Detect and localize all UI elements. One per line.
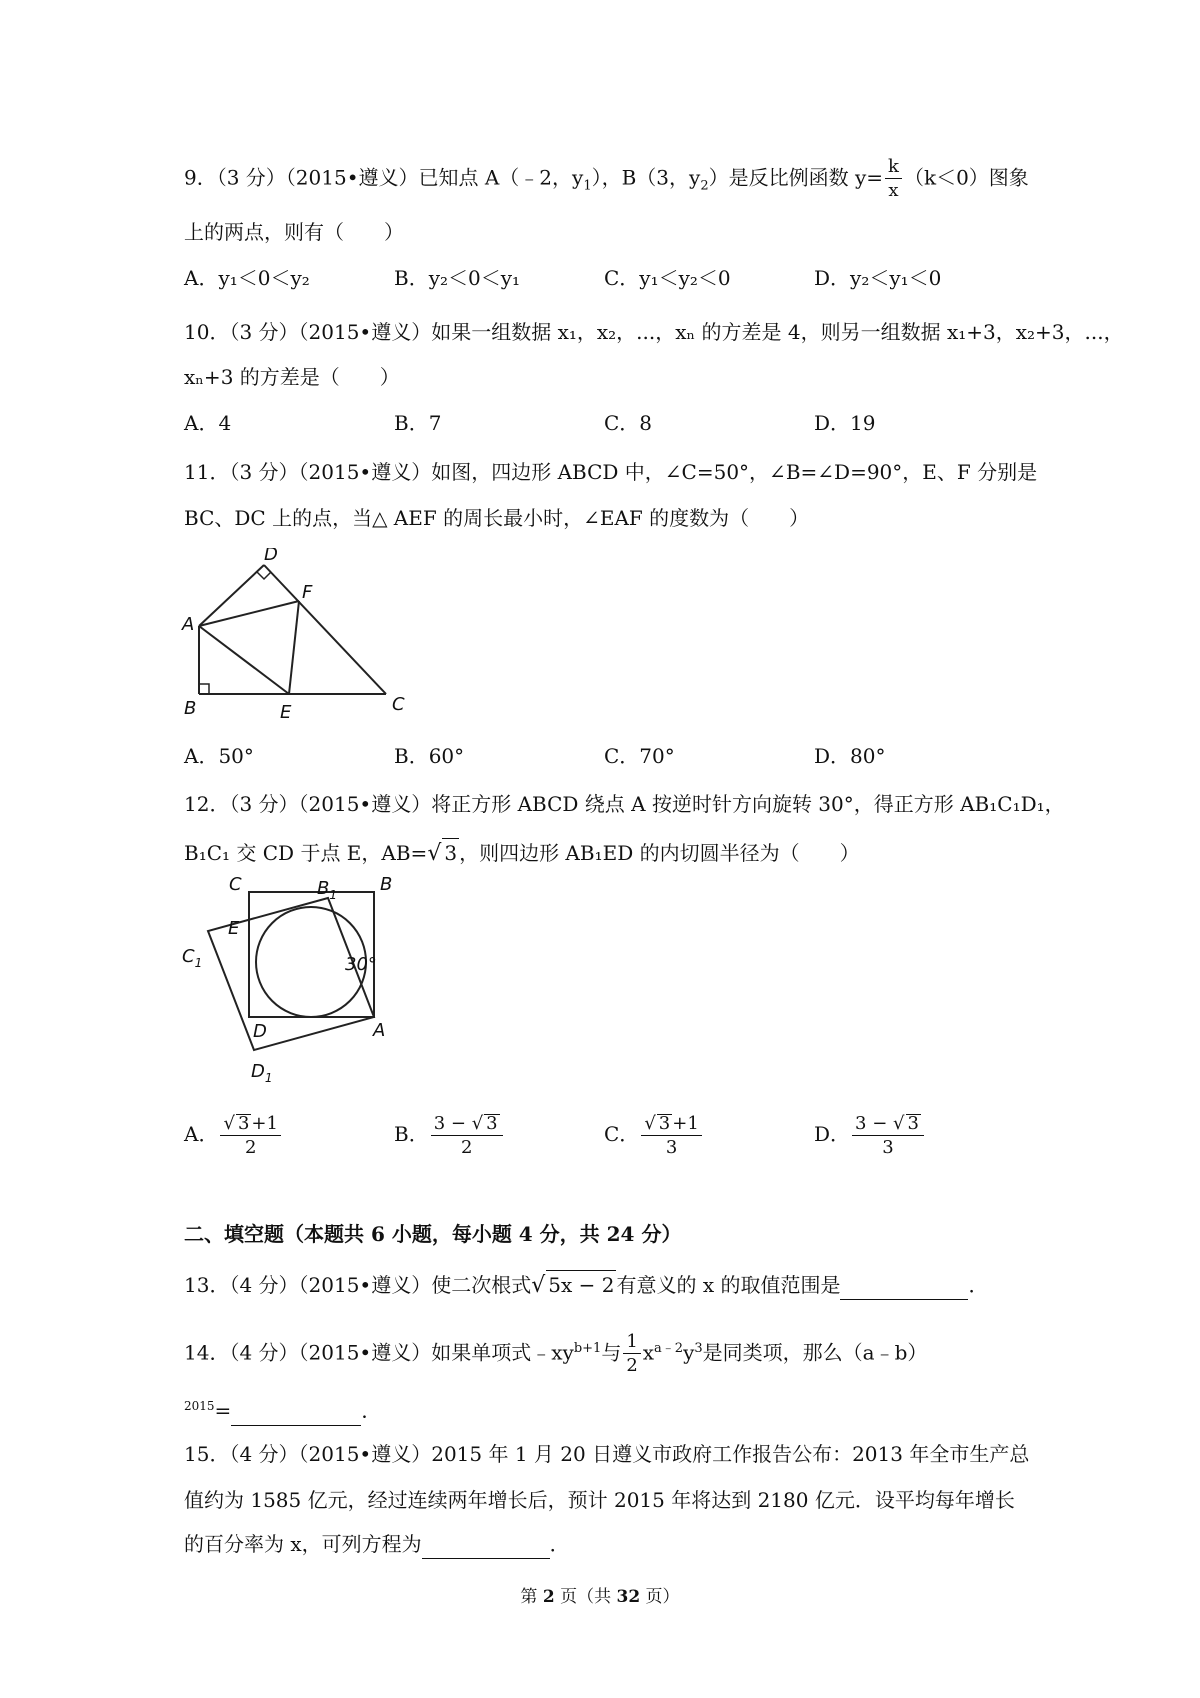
q11-label-e: E xyxy=(280,702,292,723)
footer-pre: 第 xyxy=(520,1587,543,1607)
q10-option-a[interactable]: A．4 xyxy=(184,411,232,435)
q9-option-d[interactable]: D．y₂＜y₁＜0 xyxy=(814,266,942,290)
q11-label-c: C xyxy=(392,694,405,715)
q9-text-d: （k＜0）图象 xyxy=(903,165,1029,190)
q12-line1: 12．（3 分）（2015•遵义）将正方形 ABCD 绕点 A 按逆时针方向旋转 30°，得正方形 AB₁C₁D₁， xyxy=(184,792,1065,816)
q14-sup3: 3 xyxy=(694,1340,703,1356)
q15-text-a: 的百分率为 x，可列方程为 xyxy=(184,1532,422,1556)
q9-option-a[interactable]: A．y₁＜0＜y₂ xyxy=(184,266,310,290)
q12-label-e: E xyxy=(228,918,240,939)
q12-opt-d-den: 3 xyxy=(882,1137,894,1158)
q13-text-b: 有意义的 x 的取值范围是 xyxy=(616,1273,841,1297)
footer-mid: 页（共 xyxy=(554,1587,617,1607)
q12-opt-b-fraction xyxy=(431,1114,503,1157)
q14-line2 xyxy=(184,1392,381,1426)
q14-text-d: y xyxy=(683,1340,695,1365)
q11-option-a[interactable]: A．50° xyxy=(184,744,254,768)
page-footer xyxy=(0,1585,1200,1609)
q14-exponent: 2015 xyxy=(184,1399,215,1413)
radical-sign-icon: √ xyxy=(471,1113,484,1134)
q9-fraction xyxy=(885,158,902,200)
q14-text-c: x xyxy=(642,1340,655,1365)
q14-frac-num: 1 xyxy=(623,1333,640,1354)
q12-opt-c-fraction xyxy=(641,1114,701,1157)
q12-opt-d-pre: 3 − xyxy=(855,1113,894,1134)
q12-label-c1 xyxy=(182,946,202,970)
q11-label-f: F xyxy=(302,582,313,603)
q12-label-d1-main: D xyxy=(251,1061,265,1082)
q9-text-c: ）是反比例函数 y= xyxy=(708,165,884,190)
q14-end: ． xyxy=(361,1398,382,1423)
q12-option-d[interactable] xyxy=(814,1108,926,1160)
q12-label-b1-main: B xyxy=(317,878,330,899)
q14-text-b: 与 xyxy=(601,1340,622,1365)
q9-line2: 上的两点，则有（ ） xyxy=(184,220,404,244)
q9-sub1: 1 xyxy=(583,178,592,194)
q13-end: ． xyxy=(968,1273,989,1297)
edge-dc xyxy=(264,565,386,694)
q12-opt-d-num xyxy=(852,1114,924,1136)
q15-line3 xyxy=(184,1530,570,1559)
q9-text-b: ），B（3，y xyxy=(591,165,701,190)
q13-radicand: 5x − 2 xyxy=(546,1270,616,1299)
q14-equals: = xyxy=(214,1398,232,1423)
q12-label-d: D xyxy=(253,1021,267,1042)
q12-label-d1-sub: 1 xyxy=(264,1071,273,1085)
q12-opt-a-rest: +1 xyxy=(251,1113,278,1134)
q10-line2: xₙ+3 的方差是（ ） xyxy=(184,365,400,389)
q12-option-a[interactable] xyxy=(184,1108,283,1160)
q11-option-d[interactable]: D．80° xyxy=(814,744,886,768)
q13-line xyxy=(184,1270,988,1300)
segment-ae xyxy=(199,626,289,694)
q9-line1 xyxy=(184,158,1029,201)
q10-option-c[interactable]: C．8 xyxy=(604,411,653,435)
q11-label-b: B xyxy=(184,698,197,719)
q12-option-c[interactable] xyxy=(604,1108,704,1160)
q12-label-b: B xyxy=(380,874,393,895)
q14-sup2: a﹣2 xyxy=(654,1340,684,1356)
q12-opt-b-num xyxy=(431,1114,503,1136)
q12-opt-a-fraction xyxy=(220,1114,280,1157)
q12-line2 xyxy=(184,838,860,868)
q12-opt-b-radicand: 3 xyxy=(486,1113,498,1134)
q13-answer-blank[interactable] xyxy=(840,1271,968,1300)
q12-opt-a-num xyxy=(220,1114,280,1136)
q11-options xyxy=(184,740,1084,772)
q14-text-a: 14．（4 分）（2015•遵义）如果单项式﹣xy xyxy=(184,1340,574,1365)
segment-ef xyxy=(289,601,299,694)
q10-options xyxy=(184,407,1084,439)
q9-text-a: 9．（3 分）（2015•遵义）已知点 A（﹣2，y xyxy=(184,165,584,190)
q12-text-a: B₁C₁ 交 CD 于点 E，AB= xyxy=(184,841,428,865)
q12-label-c: C xyxy=(229,874,242,895)
right-angle-b xyxy=(199,684,209,694)
q14-answer-blank[interactable] xyxy=(231,1397,361,1426)
q12-opt-d-radicand: 3 xyxy=(907,1113,919,1134)
q12-opt-c-radicand: 3 xyxy=(658,1113,671,1134)
q12-option-b[interactable] xyxy=(394,1108,505,1160)
q9-frac-den: x xyxy=(888,180,899,201)
q10-option-d[interactable]: D．19 xyxy=(814,411,876,435)
q11-line1: 11．（3 分）（2015•遵义）如图，四边形 ABCD 中，∠C=50°，∠B=∠D=90°，E、F 分别是 xyxy=(184,460,1038,484)
q10-line1: 10．（3 分）（2015•遵义）如果一组数据 x₁，x₂，...，xₙ 的方差是 4，则另一组数据 x₁+3，x₂+3，...， xyxy=(184,320,1124,344)
q11-option-b[interactable]: B．60° xyxy=(394,744,465,768)
radical-sign-icon: √ xyxy=(644,1113,656,1134)
q12-label-a: A xyxy=(373,1020,386,1041)
q12-opt-a-label: A． xyxy=(184,1122,219,1146)
right-angle-d xyxy=(257,572,271,579)
q14-sup1: b+1 xyxy=(573,1340,602,1356)
q14-frac-den: 2 xyxy=(626,1355,638,1376)
q14-fraction xyxy=(623,1333,640,1375)
q12-opt-c-rest: +1 xyxy=(672,1113,699,1134)
footer-post: 页） xyxy=(640,1587,680,1607)
q12-angle-label: 30° xyxy=(345,954,377,975)
q11-figure xyxy=(180,548,420,723)
q12-label-b1 xyxy=(317,878,337,902)
q12-label-c1-sub: 1 xyxy=(194,956,203,970)
q12-options xyxy=(184,1108,1084,1160)
q12-opt-c-label: C． xyxy=(604,1122,640,1146)
q12-opt-d-fraction xyxy=(852,1114,924,1157)
q12-opt-b-den: 2 xyxy=(460,1137,473,1158)
q11-option-c[interactable]: C．70° xyxy=(604,744,675,768)
q14-text-e: 是同类项，那么（a﹣b） xyxy=(702,1340,928,1365)
radical-sign-icon: √ xyxy=(893,1113,905,1134)
q9-sub2: 2 xyxy=(700,178,709,194)
footer-page-number: 2 xyxy=(542,1587,555,1607)
q9-option-b[interactable]: B．y₂＜0＜y₁ xyxy=(394,266,521,290)
q13-text-a: 13．（4 分）（2015•遵义）使二次根式 xyxy=(184,1273,532,1297)
q12-label-b1-sub: 1 xyxy=(329,888,337,902)
q12-opt-d-label: D． xyxy=(814,1122,851,1146)
q12-label-c1-main: C xyxy=(182,946,195,967)
q11-label-a: A xyxy=(182,614,195,635)
q12-opt-a-den: 2 xyxy=(244,1137,257,1158)
radical-sign-icon: √ xyxy=(531,1273,546,1298)
q12-opt-b-pre: 3 − xyxy=(433,1113,472,1134)
footer-total-pages: 32 xyxy=(616,1587,641,1607)
q14-line1 xyxy=(184,1333,927,1375)
section2-title: 二、填空题（本题共 6 小题，每小题 4 分，共 24 分） xyxy=(184,1222,682,1246)
segment-af xyxy=(199,601,299,626)
q15-line2: 值约为 1585 亿元，经过连续两年增长后，预计 2015 年将达到 2180 亿元．设平均每年增长 xyxy=(184,1488,1015,1512)
q12-opt-a-radicand: 3 xyxy=(237,1113,250,1134)
q9-option-c[interactable]: C．y₁＜y₂＜0 xyxy=(604,266,731,290)
radical-sign-icon: √ xyxy=(223,1113,235,1134)
q15-answer-blank[interactable] xyxy=(422,1530,550,1559)
q9-options xyxy=(184,262,1084,294)
q11-label-d: D xyxy=(264,548,278,565)
q12-label-d1 xyxy=(251,1061,273,1085)
q12-figure xyxy=(175,872,420,1097)
q12-opt-c-den: 3 xyxy=(665,1137,678,1158)
q11-line2: BC、DC 上的点，当△ AEF 的周长最小时，∠EAF 的度数为（ ） xyxy=(184,506,810,530)
radical-sign-icon: √ xyxy=(427,841,442,866)
q9-frac-num: k xyxy=(885,158,902,179)
q15-line1: 15．（4 分）（2015•遵义）2015 年 1 月 20 日遵义市政府工作报告公布：2013 年全市生产总 xyxy=(184,1442,1030,1466)
q12-radicand: 3 xyxy=(442,838,459,867)
q10-option-b[interactable]: B．7 xyxy=(394,411,442,435)
q12-text-b: ，则四边形 AB₁ED 的内切圆半径为（ ） xyxy=(459,841,860,865)
q15-end: ． xyxy=(549,1532,570,1556)
q12-opt-b-label: B． xyxy=(394,1122,429,1146)
q12-opt-c-num xyxy=(641,1114,701,1136)
